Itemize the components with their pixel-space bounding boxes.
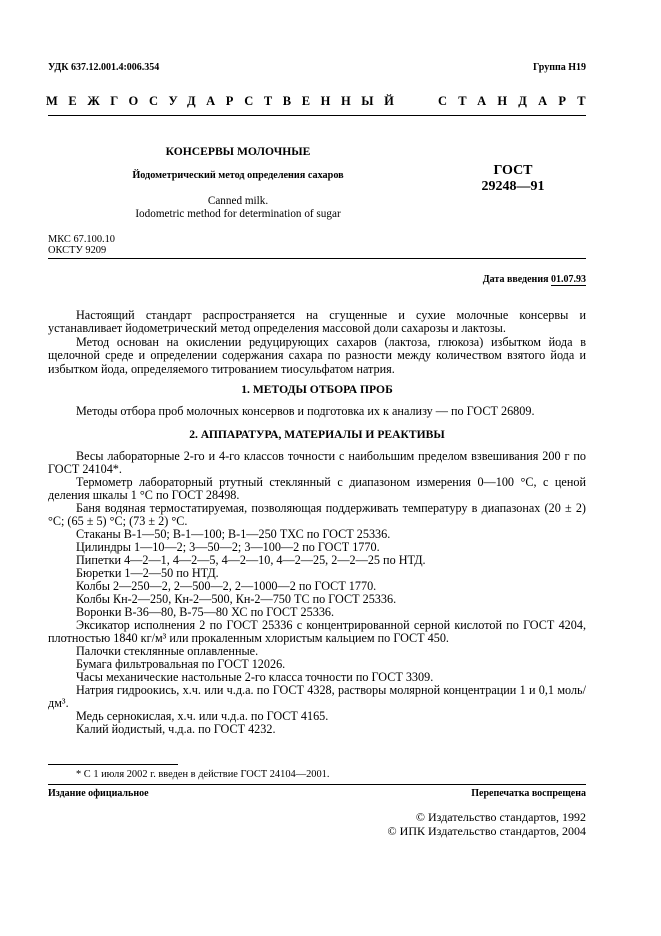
equipment-item: Весы лабораторные 2-го и 4-го классов точности с наибольшим пределом взвешивания 200 г по ГОСТ 24104*. xyxy=(48,449,586,477)
udk-code: УДК 637.12.001.4:006.354 xyxy=(48,62,160,73)
equipment-item: Баня водяная термостатируемая, позволяющая поддерживать температуру в диапазонах (20 ± 2) °С; (65 ± 5) °С; (73 ± 2) °С. xyxy=(48,501,586,529)
equipment-item: Часы механические настольные 2-го класса точности по ГОСТ 3309. xyxy=(76,670,434,684)
equipment-item: Натрия гидроокись, х.ч. или ч.д.а. по ГОСТ 4328, растворы молярной концентрации 1 и 0,1 моль/дм³. xyxy=(48,683,586,711)
official-edition-label: Издание официальное xyxy=(48,788,149,799)
document-subtitle: Йодометрический метод определения сахаров xyxy=(132,170,344,181)
equipment-item: Колбы 2—250—2, 2—500—2, 2—1000—2 по ГОСТ 1770. xyxy=(76,579,377,593)
english-title-line1: Canned milk. xyxy=(207,195,269,207)
group-code: Группа Н19 xyxy=(533,62,586,73)
intro-date-label: Дата введения xyxy=(482,274,549,285)
footnote: * С 1 июля 2002 г. введен в действие ГОСТ 24104—2001. xyxy=(76,769,330,780)
equipment-item: Бюретки 1—2—50 по НТД. xyxy=(76,566,219,580)
equipment-item: Воронки В-36—80, В-75—80 ХС по ГОСТ 25336. xyxy=(76,605,335,619)
intro-paragraph-2: Метод основан на окислении редуцирующих сахаров (лактоза, глюкоза) избытком йода в щелочной среде и определении содержания сахара по разности между количеством взятого йода и избытком йода, определяемого титрованием тиосульфатом натрия. xyxy=(48,335,586,376)
standard-type-right: СТАНДАРТ xyxy=(438,94,597,108)
equipment-item: Колбы Кн-2—250, Кн-2—500, Кн-2—750 ТС по ГОСТ 25336. xyxy=(76,592,397,606)
reprint-notice: Перепечатка воспрещена xyxy=(471,788,586,799)
section-1-heading: 1. МЕТОДЫ ОТБОРА ПРОБ xyxy=(241,383,393,396)
intro-paragraph-1: Настоящий стандарт распространяется на сгущенные и сухие молочные консервы и устанавливает йодометрический метод определения массовой доли сахарозы и лактозы. xyxy=(48,308,586,336)
gost-number: 29248—91 xyxy=(481,179,545,194)
equipment-item: Цилиндры 1—10—2; 3—50—2; 3—100—2 по ГОСТ 1770. xyxy=(76,540,380,554)
intro-date-line xyxy=(350,274,586,285)
title-divider xyxy=(48,258,586,259)
equipment-item: Калий йодистый, ч.д.а. по ГОСТ 4232. xyxy=(76,722,276,736)
english-title-line2: Iodometric method for determination of sugar xyxy=(135,208,341,220)
footnote-divider xyxy=(48,764,178,765)
gost-label: ГОСТ xyxy=(493,163,533,178)
equipment-item: Пипетки 4—2—1, 4—2—5, 4—2—10, 4—2—25, 2—2—25 по НТД. xyxy=(76,553,426,567)
standard-type-left: МЕЖГОСУДАРСТВЕННЫЙ xyxy=(46,94,405,108)
equipment-item: Бумага фильтровальная по ГОСТ 12026. xyxy=(76,657,286,671)
okstu-code: ОКСТУ 9209 xyxy=(48,245,107,256)
header-divider xyxy=(48,115,586,116)
equipment-item: Термометр лабораторный ртутный стеклянный с диапазоном измерения 0—100 °С, с ценой деления шкалы 1 °С по ГОСТ 28498. xyxy=(48,475,586,503)
section-1-text: Методы отбора проб молочных консервов и подготовка их к анализу — по ГОСТ 26809. xyxy=(76,404,535,418)
copyright-1992: © Издательство стандартов, 1992 xyxy=(415,810,586,824)
equipment-item: Палочки стеклянные оплавленные. xyxy=(76,644,259,658)
equipment-item: Эксикатор исполнения 2 по ГОСТ 25336 с концентрированной серной кислотой по ГОСТ 4204, плотностью 1840 кг/м³ или прокаленным хлористым кальцием по ГОСТ 450. xyxy=(48,618,586,646)
mks-code: МКС 67.100.10 xyxy=(48,234,116,245)
section-2-heading: 2. АППАРАТУРА, МАТЕРИАЛЫ И РЕАКТИВЫ xyxy=(189,428,445,441)
equipment-item: Медь сернокислая, х.ч. или ч.д.а. по ГОСТ 4165. xyxy=(76,709,329,723)
copyright-2004: © ИПК Издательство стандартов, 2004 xyxy=(387,824,586,838)
document-title: КОНСЕРВЫ МОЛОЧНЫЕ xyxy=(165,145,311,158)
equipment-item: Стаканы В-1—50; В-1—100; В-1—250 ТХС по ГОСТ 25336. xyxy=(76,527,391,541)
intro-date-value: 01.07.93 xyxy=(551,274,586,285)
footer-divider xyxy=(48,784,586,785)
